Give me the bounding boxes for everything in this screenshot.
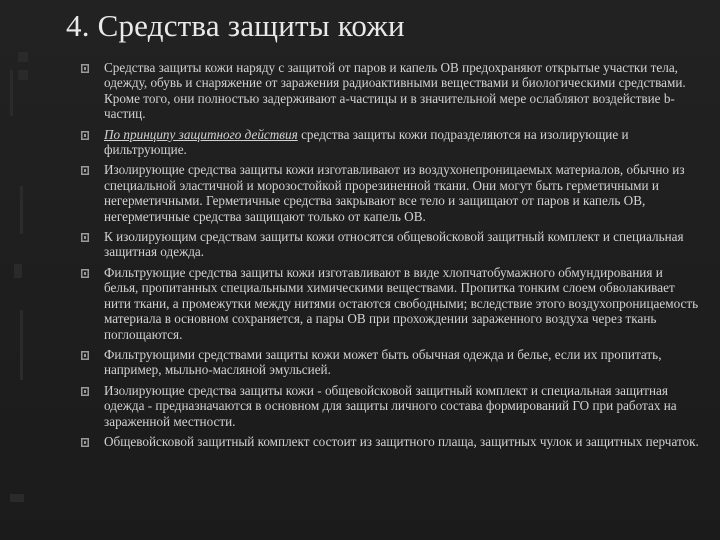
square-bullet-icon	[81, 351, 89, 360]
square-bullet-icon	[81, 166, 89, 175]
square-bullet-icon	[81, 131, 89, 140]
list-item-text: Фильтрующими средствами защиты кожи может быть обычная одежда и белье, если их пропитать, например, мыльно-масляной эмульсией.	[104, 346, 662, 378]
list-item	[104, 162, 700, 224]
list-item-text: средства защиты кожи подразделяются на изолирующие и фильтрующие.	[104, 126, 629, 158]
list-item	[104, 383, 700, 429]
slide-title: 4. Средства защиты кожи	[66, 8, 405, 43]
list-item	[104, 347, 700, 378]
square-bullet-icon	[81, 269, 89, 278]
list-item-text: Средства защиты кожи наряду с защитой от паров и капель ОВ предохраняют открытые участки тела, одежду, обувь и снаряжение от заражения радиоактивными веществами и биологическими средствами. Кроме того, они полностью задерживают а-частицы и в значительной мере ослабляют воздействие b-частиц.	[104, 60, 686, 122]
deco-bar	[20, 310, 23, 380]
list-item	[104, 127, 700, 158]
list-item	[104, 265, 700, 342]
list-item-text: Изолирующие средства защиты кожи - общевойсковой защитный комплект и специальная защитная одежда - предназначаются в основном для защиты личного состава формирований ГО при работах на зараженной местности.	[104, 382, 677, 429]
deco-square	[10, 494, 24, 502]
deco-square	[18, 70, 28, 80]
deco-square	[14, 264, 22, 278]
square-bullet-icon	[81, 387, 89, 396]
square-bullet-icon	[81, 64, 89, 73]
deco-bar	[10, 70, 13, 116]
list-item-text: Изолирующие средства защиты кожи изготавливают из воздухонепроницаемых материалов, обычно из специальной эластичной и морозостойкой прорезиненной ткани. Они могут быть герметичными и негерметичными. Герметичные средства закрывают все тело и защищают от паров и капель ОВ, негерметичные средства защищают только от капель ОВ.	[104, 162, 685, 224]
list-item	[104, 434, 700, 449]
list-item-lead: По принципу защитного действия	[104, 126, 298, 142]
square-bullet-icon	[81, 233, 89, 242]
bullet-list	[104, 60, 700, 454]
list-item	[104, 60, 700, 122]
deco-square	[18, 52, 28, 62]
list-item-text: Фильтрующие средства защиты кожи изготавливают в виде хлопчатобумажного обмундирования и белья, пропитанных специальными химическими веществами. Пропитка тонким слоем обволакивает нити ткани, а промежутки между нитями остаются свободными; вследствие этого воздухопроницаемость материала в основном сохраняется, а пары ОВ при прохождении зараженного воздуха через ткань поглощаются.	[104, 264, 699, 342]
square-bullet-icon	[81, 438, 89, 447]
left-decoration	[0, 0, 36, 540]
list-item-text: К изолирующим средствам защиты кожи относятся общевойсковой защитный комплект и специальная защитная одежда.	[104, 229, 684, 260]
deco-bar	[20, 186, 23, 234]
list-item	[104, 229, 700, 260]
list-item-text: Общевойсковой защитный комплект состоит из защитного плаща, защитных чулок и защитных перчаток.	[104, 433, 699, 449]
